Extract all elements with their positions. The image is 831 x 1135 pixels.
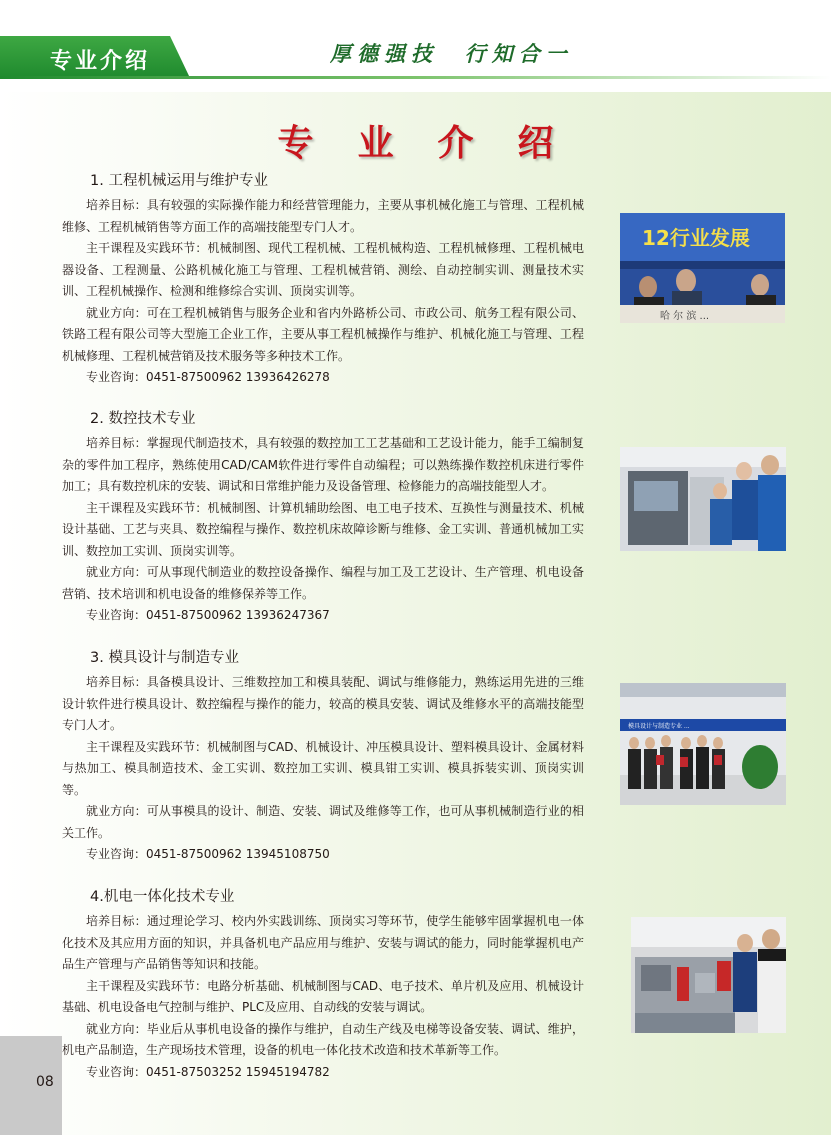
program-consult: 专业咨询：0451-87500962 13936247367 — [86, 608, 330, 622]
page-number: 08 — [36, 1074, 54, 1090]
photo-mechatronics-lab — [631, 917, 786, 1033]
page-title: 专业介绍 — [277, 122, 598, 164]
program-objective: 培养目标：掌握现代制造技术，具有较强的数控加工工艺基础和工艺设计能力，能手工编制复杂的零件加工程序，熟练使用CAD/CAM软件进行零件自动编程；可以熟练操作数控机床进行零件加工；具有数控机床的安装、调试和日常维护能力及设备管理、检修能力的高端技能型人才。 — [62, 436, 584, 493]
program-consult: 专业咨询：0451-87503252 15945194782 — [86, 1064, 330, 1079]
program-section-2 — [62, 408, 584, 627]
program-consult: 专业咨询：0451-87500962 13936426278 — [86, 370, 330, 384]
program-courses: 主干课程及实践环节：机械制图、计算机辅助绘图、电工电子技术、互换性与测量技术、机械设计基础、工艺与夹具、数控编程与操作、数控机床故障诊断与维修、金工实训、普通机械加工实训、数控加工实训、顶岗实训等。 — [62, 500, 584, 558]
program-heading: 1. 工程机械运用与维护专业 — [90, 173, 268, 189]
program-employment: 就业方向：毕业后从事机电设备的操作与维护，自动生产线及电梯等设备安装、调试、维护，机电产品制造，生产现场技术管理，设备的机电一体化技术改造和技术革新等工作。 — [62, 1021, 584, 1057]
program-objective: 培养目标：具备模具设计、三维数控加工和模具装配、调试与维修能力，熟练运用先进的三维设计软件进行模具设计、数控编程与操作的能力，较高的模具安装、调试及维修水平的高端技能型专门人才。 — [62, 675, 584, 732]
program-employment: 就业方向：可在工程机械销售与服务企业和省内外路桥公司、市政公司、航务工程有限公司、铁路工程有限公司等大型施工企业工作，主要从事工程机械操作与维护、机械化施工与管理、工程机械修理、工程机械营销及技术服务等多种技术工作。 — [62, 305, 584, 363]
program-objective: 培养目标：具有较强的实际操作能力和经营管理能力，主要从事机械化施工与管理、工程机械维修、工程机械销售等方面工作的高端技能型专门人才。 — [62, 198, 584, 234]
header-rule — [0, 76, 831, 79]
photo-banner-text: 12行业发展 — [642, 226, 750, 250]
photo-industry-conference — [620, 213, 785, 323]
program-courses: 主干课程及实践环节：机械制图与CAD、机械设计、冲压模具设计、塑料模具设计、金属材料与热加工、模具制造技术、金工实训、数控加工实训、模具钳工实训、模具拆装实训、顶岗实训等。 — [62, 739, 584, 797]
slogan: 厚德强技 行知合一 — [330, 41, 573, 66]
program-courses: 主干课程及实践环节：电路分析基础、机械制图与CAD、电子技术、单片机及应用、机械设计基础、机电设备电气控制与维护、PLC及应用、自动线的安装与调试。 — [62, 978, 584, 1014]
photo-banner-text: 模具设计与制造专业 ... — [628, 723, 690, 730]
program-courses: 主干课程及实践环节：机械制图、现代工程机械、工程机械构造、工程机械修理、工程机械电器设备、工程测量、公路机械化施工与管理、工程机械营销、测绘、自动控制实训、测量技术实训、工程机械操作、检测和维修综合实训、顶岗实训等。 — [62, 241, 584, 298]
program-section-1 — [62, 170, 584, 389]
program-section-4 — [62, 886, 584, 1083]
program-heading: 3. 模具设计与制造专业 — [90, 650, 239, 666]
program-consult: 专业咨询：0451-87500962 13945108750 — [86, 847, 330, 861]
section-tab-title: 专业介绍 — [50, 49, 151, 74]
photo-table-text: 哈 尔 滨 ... — [660, 311, 710, 322]
photo-award-ceremony — [620, 683, 786, 805]
program-section-3 — [62, 647, 584, 866]
program-heading: 2. 数控技术专业 — [90, 411, 196, 427]
program-employment: 就业方向：可从事模具的设计、制造、安装、调试及维修等工作，也可从事机械制造行业的相关工作。 — [62, 804, 584, 840]
program-employment: 就业方向：可从事现代制造业的数控设备操作、编程与加工及工艺设计、生产管理、机电设备营销、技术培训和机电设备的维修保养等工作。 — [62, 565, 584, 601]
program-objective: 培养目标：通过理论学习、校内外实践训练、顶岗实习等环节，使学生能够牢固掌握机电一体化技术及其应用方面的知识，并具备机电产品应用与维护、安装与调试的能力，同时能掌握机电产品生产管理与产品销售等知识和技能。 — [62, 914, 584, 971]
photo-cnc-lab — [620, 447, 786, 551]
program-heading: 4.机电一体化技术专业 — [90, 889, 235, 905]
